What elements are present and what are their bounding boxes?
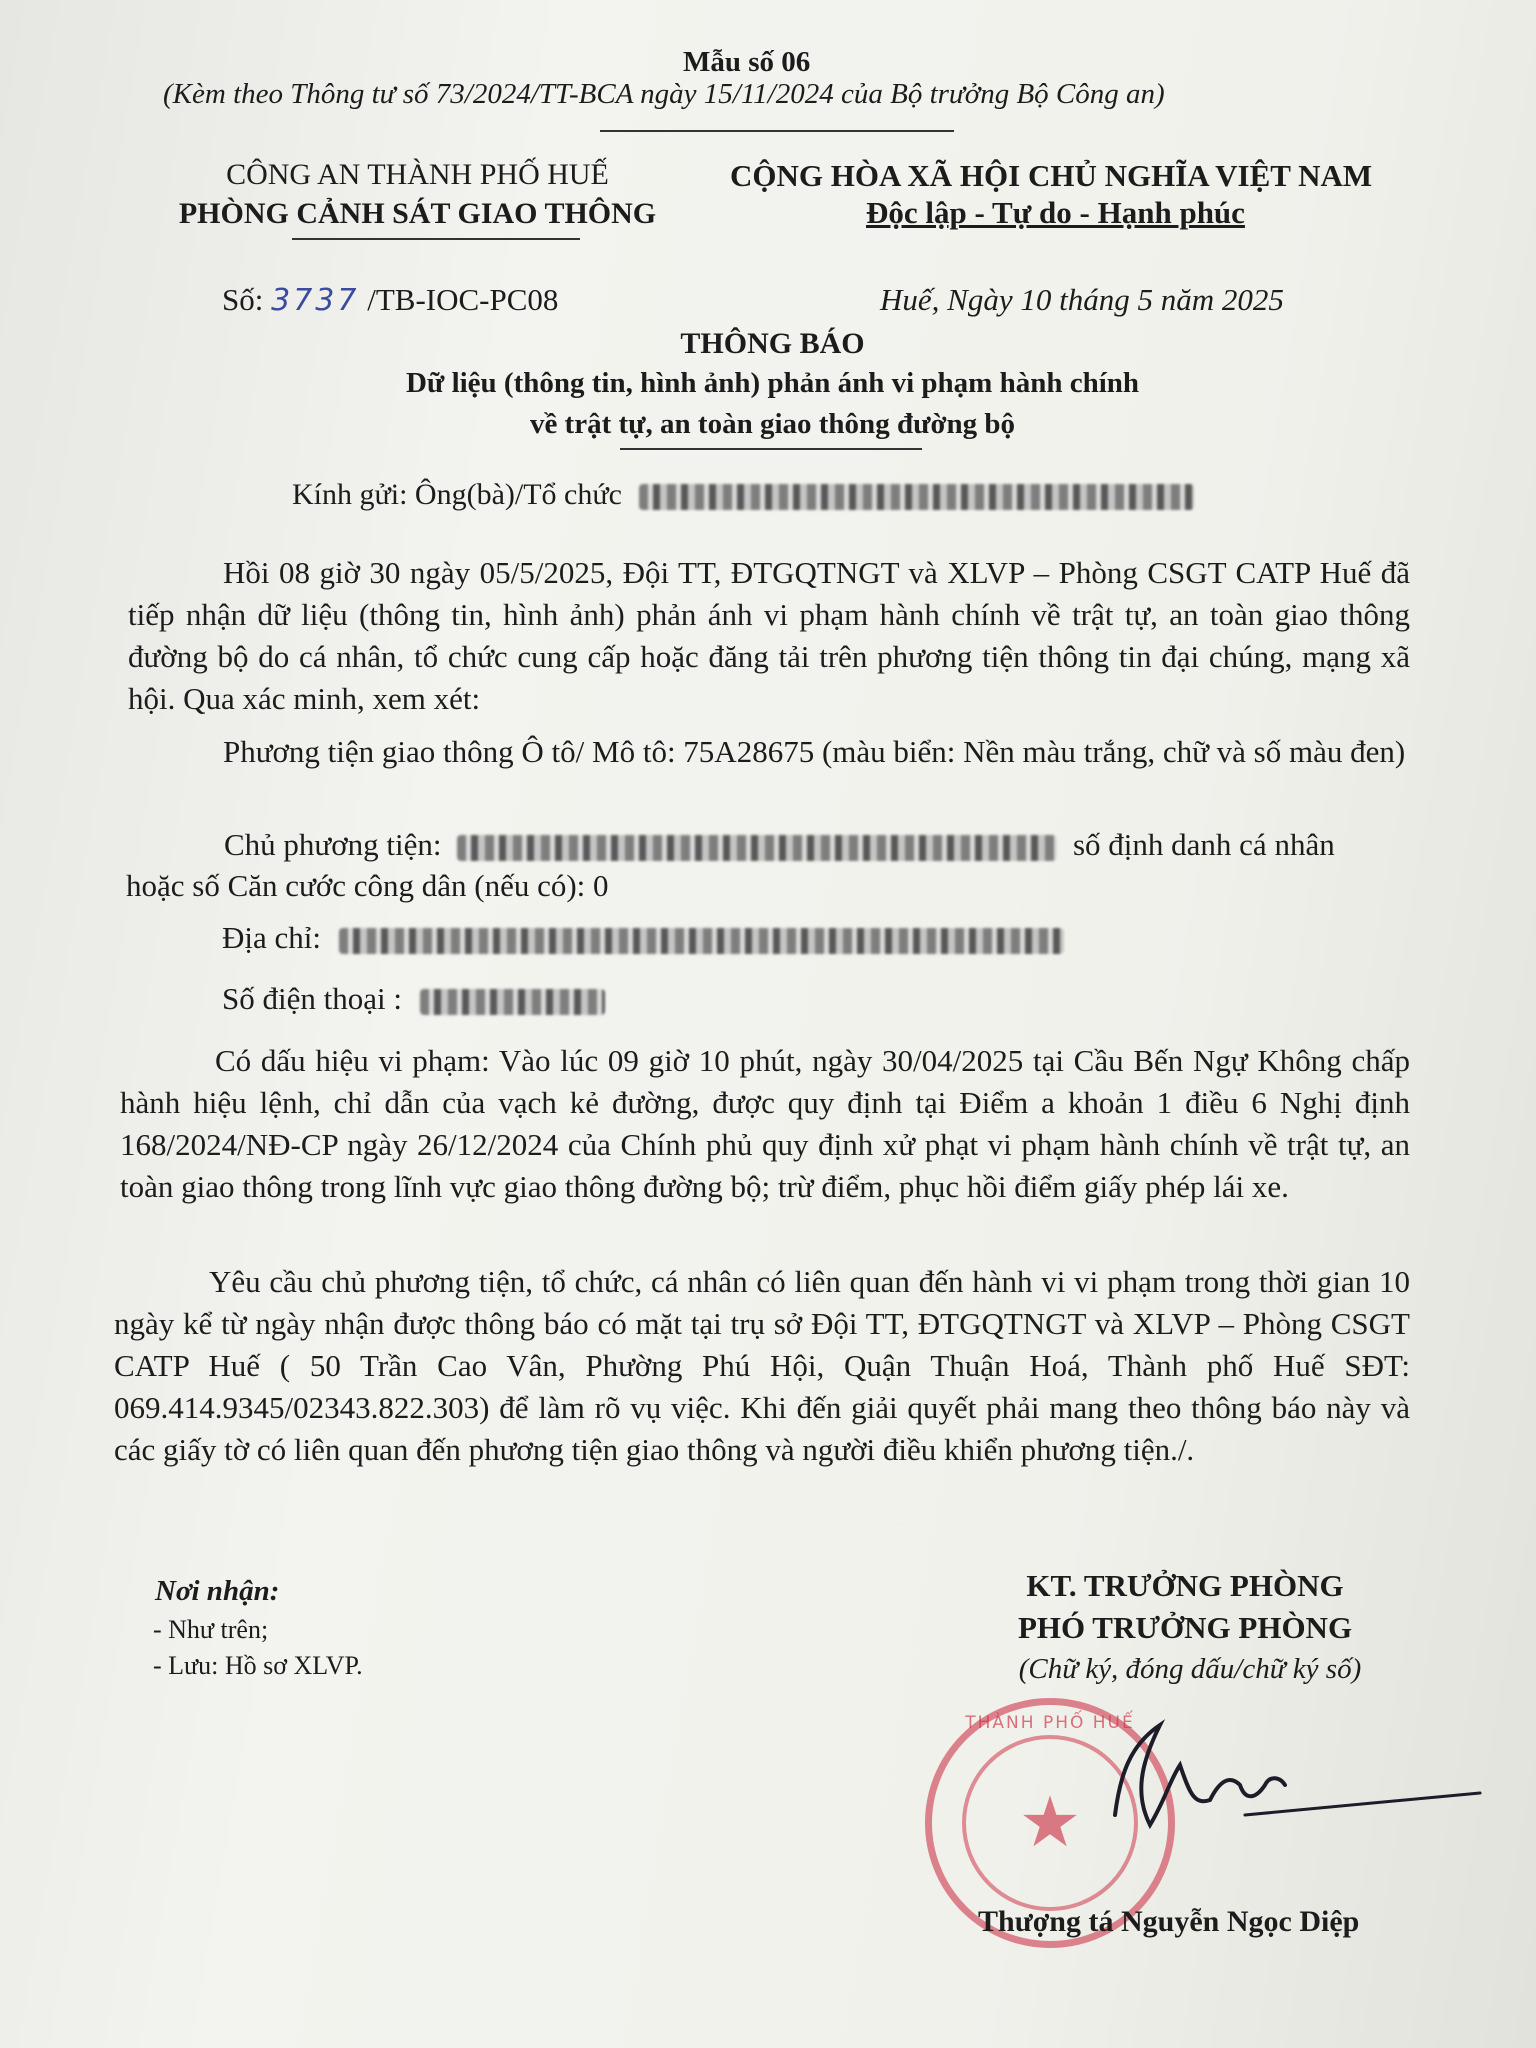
- notice-underline: [620, 448, 922, 450]
- agency-name: CÔNG AN THÀNH PHỐ HUẾ: [226, 158, 609, 191]
- national-title: CỘNG HÒA XÃ HỘI CHỦ NGHĨA VIỆT NAM: [730, 158, 1373, 193]
- owner-label: Chủ phương tiện:: [224, 827, 442, 862]
- address-label: Địa chỉ:: [222, 920, 321, 955]
- receivers-title: Nơi nhận:: [155, 1575, 280, 1607]
- notice-title: THÔNG BÁO: [680, 327, 865, 360]
- notice-subject-line1: Dữ liệu (thông tin, hình ảnh) phản ánh vi phạm hành chính: [405, 367, 1140, 399]
- ref-suffix: /TB-IOC-PC08: [367, 282, 559, 317]
- reference-number: [222, 282, 558, 318]
- department-name: PHÒNG CẢNH SÁT GIAO THÔNG: [178, 197, 657, 230]
- form-subtitle: (Kèm theo Thông tư số 73/2024/TT-BCA ngày 15/11/2024 của Bộ trưởng Bộ Công an): [163, 78, 1165, 110]
- receiver-item-2: - Lưu: Hồ sơ XLVP.: [153, 1651, 363, 1680]
- owner-id-label: số định danh cá nhân: [1072, 827, 1335, 862]
- signature-position: PHÓ TRƯỞNG PHÒNG: [1017, 1610, 1353, 1645]
- seal-text: THÀNH PHỐ HUẾ: [965, 1713, 1135, 1733]
- paragraph-receipt: Hồi 08 giờ 30 ngày 05/5/2025, Đội TT, ĐTGQTNGT và XLVP – Phòng CSGT CATP Huế đã tiếp nhận dữ liệu (thông tin, hình ảnh) phản ánh vi phạm hành chính về trật tự, an toàn giao thông đường bộ do cá nhân, tổ chức cung cấp hoặc đăng tải trên phương tiện thông tin đại chúng, mạng xã hội. Qua xác minh, xem xét:: [128, 555, 1410, 716]
- paragraph-violation: Có dấu hiệu vi phạm: Vào lúc 09 giờ 10 phút, ngày 30/04/2025 tại Cầu Bến Ngự Không chấp hành hiệu lệnh, chỉ dẫn của vạch kẻ đường, được quy định tại Điểm a khoản 1 điều 6 Nghị định 168/2024/NĐ-CP ngày 26/12/2024 của Chính phủ quy định xử phạt vi phạm hành chính về trật tự, an toàn giao thông trong lĩnh vực giao thông đường bộ; trừ điểm, phục hồi điểm giấy phép lái xe.: [120, 1043, 1410, 1204]
- owner-line: [224, 827, 1335, 863]
- paragraph-request: Yêu cầu chủ phương tiện, tổ chức, cá nhân có liên quan đến hành vi vi phạm trong thời gian 10 ngày kể từ ngày nhận được thông báo có mặt tại trụ sở Đội TT, ĐTGQTNGT và XLVP – Phòng CSGT CATP Huế ( 50 Trần Cao Vân, Phường Phú Hội, Quận Thuận Hoá, Thành phố Huế SĐT: 069.414.9345/02343.822.303) để làm rõ vụ việc. Khi đến giải quyết phải mang theo thông báo này và các giấy tờ có liên quan đến phương tiện giao thông và người điều khiển phương tiện./.: [114, 1264, 1410, 1467]
- redacted-recipient: [639, 484, 1194, 510]
- paragraph-vehicle: Phương tiện giao thông Ô tô/ Mô tô: 75A28675 (màu biển: Nền màu trắng, chữ và số màu đen): [223, 734, 1406, 769]
- phone-line: [222, 981, 605, 1017]
- recipient-label: Kính gửi: Ông(bà)/Tổ chức: [292, 478, 622, 511]
- notice-subject-line2: về trật tự, an toàn giao thông đường bộ: [529, 408, 1016, 440]
- form-divider: [600, 130, 954, 132]
- recipient-line: [292, 478, 1194, 512]
- redacted-owner: [457, 835, 1057, 861]
- receiver-item-1: - Như trên;: [153, 1615, 269, 1644]
- signature-title: KT. TRƯỞNG PHÒNG: [1026, 1568, 1344, 1603]
- handwritten-number: 3737: [271, 283, 360, 318]
- address-line: [222, 920, 1064, 956]
- ref-prefix: Số:: [222, 282, 264, 317]
- form-title: Mẫu số 06: [683, 46, 811, 78]
- redacted-address: [339, 928, 1064, 954]
- phone-label: Số điện thoại :: [222, 981, 402, 1016]
- signature-note: (Chữ ký, đóng dấu/chữ ký số): [1018, 1653, 1362, 1685]
- star-icon: ★: [1018, 1781, 1082, 1863]
- signatory-name: Thượng tá Nguyễn Ngọc Diệp: [978, 1905, 1360, 1938]
- agency-underline: [292, 238, 580, 240]
- owner-id-line: hoặc số Căn cước công dân (nếu có): 0: [126, 868, 609, 903]
- place-date: Huế, Ngày 10 tháng 5 năm 2025: [880, 282, 1284, 317]
- handwritten-signature: [1040, 1705, 1490, 1855]
- national-motto: Độc lập - Tự do - Hạnh phúc: [866, 195, 1245, 230]
- redacted-phone: [420, 989, 605, 1015]
